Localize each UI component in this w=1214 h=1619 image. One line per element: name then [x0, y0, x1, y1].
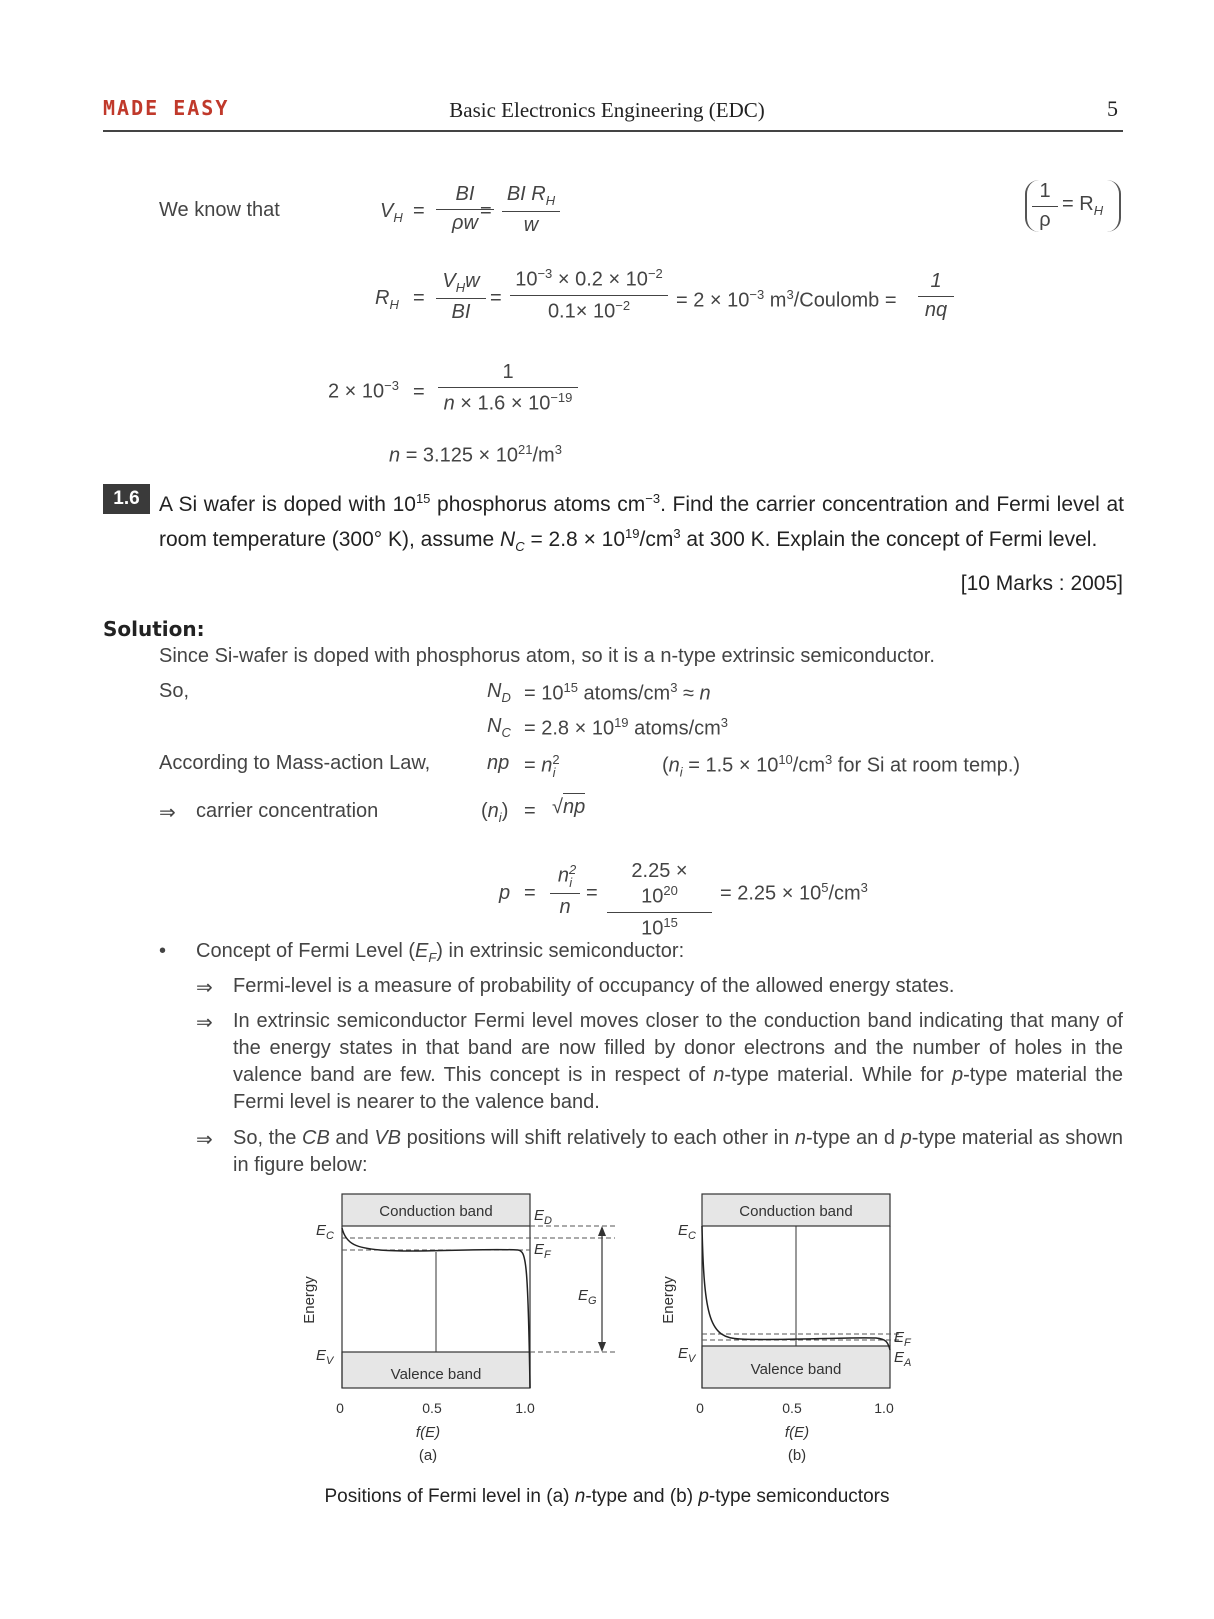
- ef-label-a: $E_F$: [534, 1241, 551, 1261]
- tick-10-b: 1.0: [874, 1400, 894, 1416]
- fraction-vhw-over-bi: $V_Hw$ BI: [436, 270, 486, 324]
- conduction-band-label-a: Conduction band: [379, 1203, 493, 1220]
- tick-0-b: 0: [696, 1400, 704, 1416]
- concept-point-1: Fermi-level is a measure of probability of occupancy of the allowed energy states.: [233, 975, 955, 997]
- ni-eq: =: [524, 800, 536, 822]
- caption-b: (b): [787, 1447, 807, 1464]
- question-number: 1.6: [103, 484, 150, 514]
- nd-rhs: = $10^{15}$ atoms/$cm^3 \approx n$: [524, 680, 711, 705]
- figure-b-ptype: [660, 1194, 912, 1464]
- ev-label-b: $E_V$: [678, 1345, 696, 1365]
- ni-lhs: $(n_i)$: [481, 800, 509, 825]
- fraction-numeric-p: $\frac{2.25 \times 10^{20}}{10^{15}}$: [607, 860, 712, 940]
- tick-10-a: 1.0: [515, 1400, 535, 1416]
- concept-point-2: In extrinsic semiconductor Fermi level moves closer to the conduction band indicating that many of the energy states in that band are now filled by donor electrons and the number of holes in the valence band are few. This concept is in respect of n-type material. While for p-type material the Fermi level is nearer to the valence band.: [233, 1010, 1123, 1113]
- n-result: $n = 3.125 \times 10^{21}/m^3$: [389, 442, 562, 467]
- vh-lhs: $V_H$: [380, 200, 403, 225]
- marks-label: [10 Marks : 2005]: [960, 572, 1123, 595]
- bullet: •: [159, 940, 167, 962]
- ea-label-b: $E_A$: [894, 1349, 912, 1369]
- energy-axis-label-b: Energy: [660, 1276, 677, 1324]
- np-lhs: np: [487, 752, 510, 774]
- xlabel-b: f(E): [784, 1424, 810, 1441]
- eq-sign: =: [413, 200, 425, 222]
- eq-sign: =: [480, 200, 492, 222]
- solution-heading: Solution:: [103, 617, 205, 641]
- so-label: So,: [159, 680, 190, 702]
- header-rule: [103, 130, 1123, 132]
- ec-label-a: $E_C$: [316, 1222, 334, 1242]
- eq-sign: =: [413, 381, 425, 403]
- ev-label-a: $E_V$: [316, 1347, 334, 1367]
- question-text: A Si wafer is doped with $10^{15}$ phosphorus atoms $cm^{-3}$. Find the carrier concentration and Fermi level at room temperature (300° K), assume $N_C = 2.8 \times 10^{19}/cm^3$ at 300 K. Explain the concept of Fermi level.: [159, 491, 1124, 555]
- concept-point-3: So, the CB and VB positions will shift relatively to each other in n-type an d p-type material as shown in figure below:: [233, 1127, 1124, 1176]
- fraction-bi-over-rhow: $\frac{BI}{\rho w}$: [436, 183, 494, 235]
- energy-axis-label-a: Energy: [301, 1276, 318, 1324]
- figure-a-ntype: [301, 1194, 615, 1464]
- publisher-logo: MADE EASY: [103, 96, 230, 120]
- solution-intro: Since Si-wafer is doped with phosphorus atom, so it is a n-type extrinsic semiconductor.: [159, 645, 935, 667]
- fermi-level-figure: [280, 1190, 940, 1480]
- ec-label-b: $E_C$: [678, 1222, 696, 1242]
- line3-lhs: $2 \times 10^{-3}$: [328, 378, 399, 403]
- figure-caption: Positions of Fermi level in (a) n-type and (b) p-type semiconductors: [324, 1486, 890, 1507]
- fraction-ni2-over-n: $\frac{n^2_i}{n}$: [550, 862, 580, 919]
- ni-note: ($n_i = 1.5 \times 10^{10}/cm^3$ for Si at room temp.): [662, 752, 1021, 780]
- fraction-line3: $\frac{1}{n \times 1.6 \times 10^{-19}}$: [438, 361, 578, 416]
- xlabel-a: f(E): [415, 1424, 441, 1441]
- mass-action-label: According to Mass-action Law,: [159, 752, 431, 774]
- rh-lhs: $R_H$: [375, 287, 399, 312]
- side-note-rhs: = $R_H$: [1062, 193, 1104, 218]
- intro-text: We know that: [159, 199, 280, 221]
- tick-0-a: 0: [336, 1400, 344, 1416]
- tick-05-b: 0.5: [782, 1400, 802, 1416]
- p-lhs: p: [499, 882, 511, 904]
- fraction-one-over-nq: $\frac{1}{nq}$: [918, 270, 954, 322]
- side-note-fraction: $\frac{1}{\rho}$: [1032, 180, 1058, 232]
- ed-label-a: $E_D$: [534, 1207, 552, 1227]
- nc-lhs: $N_C$: [487, 715, 511, 740]
- p-eq: =: [586, 882, 598, 904]
- rh-result: = $2 \times 10^{-3}$ $m^3$/Coulomb =: [676, 287, 897, 312]
- nd-lhs: $N_D$: [487, 680, 511, 705]
- implies-arrow: ⇒: [196, 1129, 213, 1151]
- fraction-numeric-rh: $\frac{10^{-3} \times 0.2 \times 10^{-2}}{0.1\times 10^{-2}}$: [510, 266, 668, 323]
- implies-arrow: ⇒: [196, 977, 213, 999]
- p-result: = $2.25 \times 10^5/cm^3$: [720, 880, 868, 905]
- eg-label-a: $E_G$: [578, 1287, 597, 1307]
- eq-sign: =: [413, 287, 425, 309]
- p-eq: =: [524, 882, 536, 904]
- valence-band-label-b: Valence band: [750, 1361, 842, 1378]
- sqrt-np: √np: [552, 796, 585, 819]
- concept-heading: Concept of Fermi Level $(E_F)$ in extrinsic semiconductor:: [196, 940, 685, 965]
- eq-sign: =: [490, 287, 502, 309]
- carrier-label: carrier concentration: [196, 800, 379, 822]
- tick-05-a: 0.5: [422, 1400, 442, 1416]
- conduction-band-label-b: Conduction band: [739, 1203, 853, 1220]
- fraction-birh-over-w: $\frac{BI R_H}{w}$: [502, 183, 560, 237]
- valence-band-label-a: Valence band: [390, 1366, 482, 1383]
- caption-a: (a): [418, 1447, 438, 1464]
- implies-arrow: ⇒: [196, 1012, 213, 1034]
- nc-rhs: = $2.8 \times 10^{19}$ atoms/$cm^3$: [524, 715, 729, 740]
- ef-label-b: $E_F$: [894, 1329, 911, 1349]
- np-rhs: = $n^2_i$: [524, 752, 560, 780]
- book-title: Basic Electronics Engineering (EDC): [449, 98, 765, 122]
- page-number: 5: [1107, 96, 1118, 121]
- implies-arrow: ⇒: [159, 802, 176, 824]
